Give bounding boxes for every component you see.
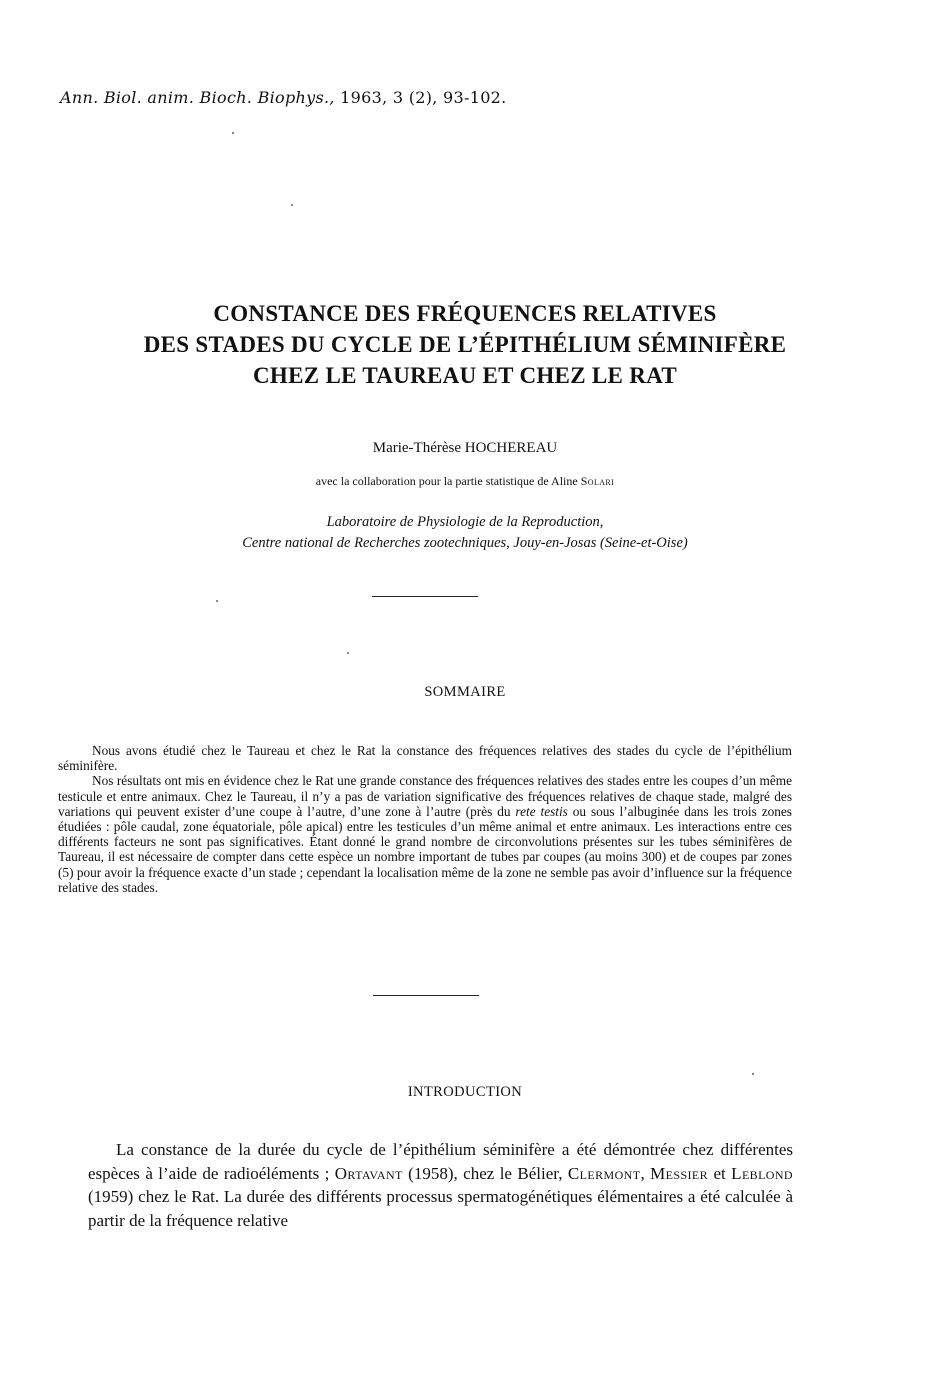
author-ref: Messier [650, 1163, 709, 1183]
author-name: Marie-Thérèse HOCHEREAU [372, 440, 558, 456]
summary-paragraph: Nous avons étudié chez le Taureau et chez le Rat la constance des fréquences relatives des stades du cycle de l’épithélium séminifère. [58, 743, 792, 774]
summary-paragraph [58, 773, 792, 895]
collaboration-text: avec la collaboration pour la partie statistique de Aline [315, 474, 581, 488]
title-line: DES STADES DU CYCLE DE L’ÉPITHÉLIUM SÉMINIFÈRE [143, 332, 787, 357]
print-speck [232, 132, 234, 134]
paper-title [0, 298, 930, 391]
divider-rule [373, 995, 479, 996]
print-speck [752, 1073, 754, 1075]
summary-heading: SOMMAIRE [424, 684, 506, 700]
intro-text: (1958), chez le Bélier, [402, 1163, 568, 1183]
summary-text: Nos résultats ont mis en évidence chez le Rat une grande constance des fréquences relatives des stades entre les coupes d’un même testicule et entre animaux. Chez le Taureau, il n’y a pas de variation significative des fréquences relatives de chaque stade, malgré des variations qui peuvent exister d’une coupe à l’autre, d’une zone à l’autre (près du [58, 773, 792, 819]
author-ref: Clermont [567, 1163, 641, 1183]
journal-name: Ann. Biol. anim. Bioch. Biophys., [60, 88, 335, 107]
affiliation [0, 512, 930, 554]
author-ref: Leblond [731, 1163, 794, 1183]
journal-citation [60, 88, 507, 107]
print-speck [347, 652, 349, 654]
summary-text: ou sous l’albuginée dans les trois zones étudiées : pôle caudal, zone équatoriale, pôle apical) entre les testicules d’un même animal et entre animaux. Les interactions entre ces différents facteurs ne sont pas significatives. Étant donné le grand nombre de circonvolutions présentes sur les tubes séminifères de Taureau, il est nécessaire de compter dans cette espèce un nombre important de tubes par coupes (au moins 300) et de coupes par zones (5) pour avoir la fréquence exacte d’un stade ; cependant la localisation même de la zone ne semble pas avoir d’influence sur la fréquence relative des stades. [58, 803, 792, 895]
print-speck [216, 600, 218, 602]
intro-text: et [708, 1163, 732, 1183]
divider-rule [372, 596, 478, 597]
title-line: CHEZ LE TAUREAU ET CHEZ LE RAT [253, 363, 677, 388]
title-line: CONSTANCE DES FRÉQUENCES RELATIVES [213, 301, 717, 326]
author-ref: Ortavant [334, 1163, 403, 1183]
intro-text: , [640, 1163, 651, 1183]
collaborator-name: Solari [580, 474, 615, 488]
introduction-heading: INTRODUCTION [407, 1084, 523, 1100]
affiliation-line: Centre national de Recherches zootechniques, Jouy-en-Josas (Seine-et-Oise) [242, 535, 688, 551]
summary-emphasis: rete testis [515, 803, 568, 819]
citation-details: 1963, 3 (2), 93-102. [334, 88, 507, 107]
affiliation-line: Laboratoire de Physiologie de la Reproduction, [326, 514, 604, 530]
summary-body [58, 743, 792, 895]
print-speck [291, 204, 293, 206]
introduction-paragraph [88, 1138, 793, 1232]
introduction-body [88, 1138, 793, 1232]
intro-text: La constance de la durée du cycle de l’épithélium séminifère a été démontrée chez différentes espèces à l’aide de radioéléments ; [88, 1140, 793, 1183]
collaboration-note [0, 474, 930, 489]
intro-text: (1959) chez le Rat. La durée des différents processus spermatogénétiques élémentaires a été calculée à partir de la fréquence relative [88, 1187, 793, 1230]
